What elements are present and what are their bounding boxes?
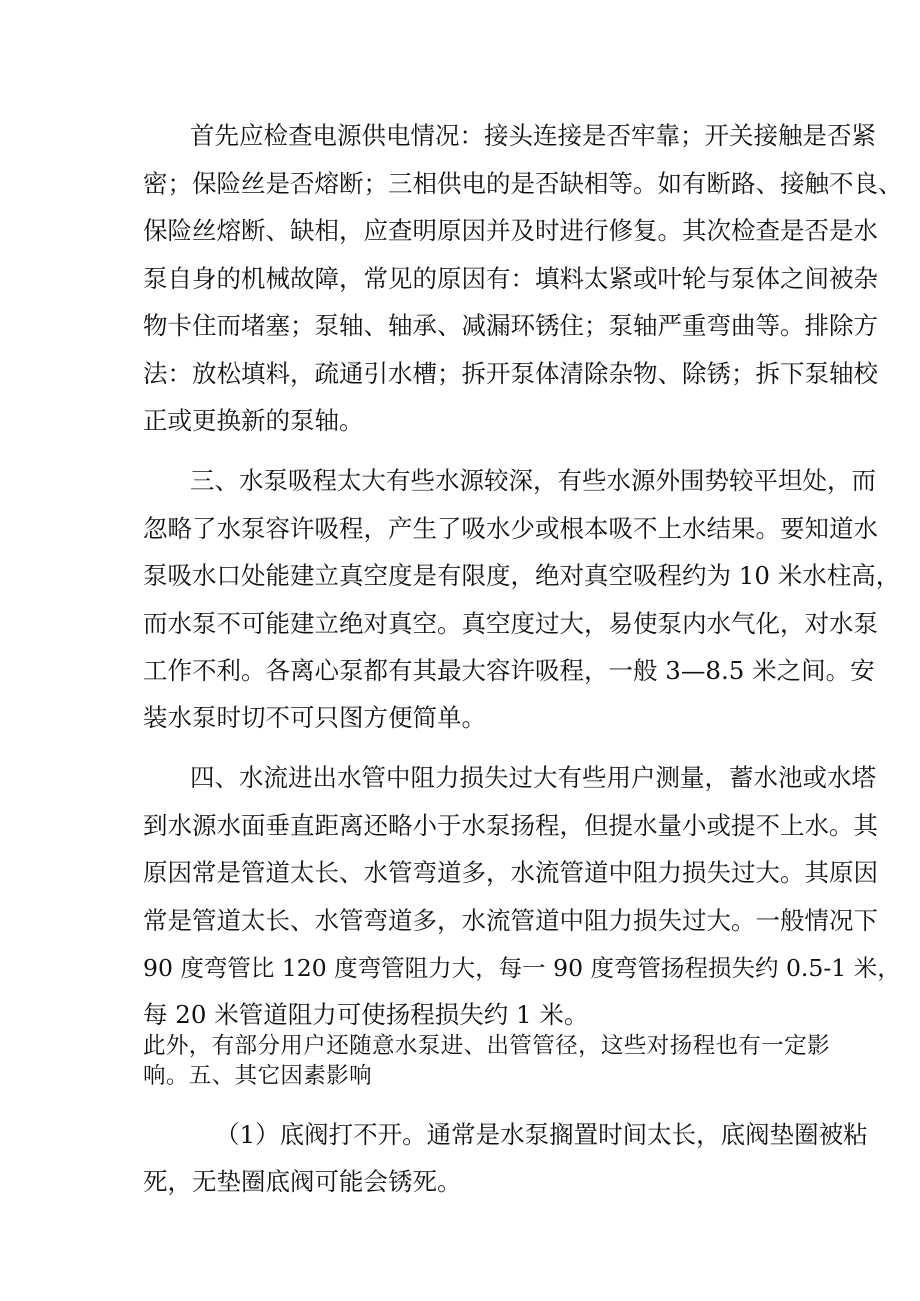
- paragraph-3-line-2: 到水源水面垂直距离还略小于水泵扬程，但提水量小或提不上水。其: [143, 811, 878, 840]
- paragraph-2-line-3: 泵吸水口处能建立真空度是有限度，绝对真空吸程约为 10 米水柱高，: [143, 561, 901, 590]
- paragraph-4-line-1: 此外，有部分用户还随意水泵进、出管管径，这些对扬程也有一定影: [143, 1033, 831, 1059]
- paragraph-2-line-5: 工作不利。各离心泵都有其最大容许吸程，一般 3—8.5 米之间。安: [143, 656, 875, 685]
- paragraph-1-line-3: 保险丝熔断、缺相，应查明原因并及时进行修复。其次检查是否是水: [143, 216, 878, 245]
- paragraph-1-line-5: 物卡住而堵塞；泵轴、轴承、减漏环锈住；泵轴严重弯曲等。排除方: [143, 311, 878, 340]
- paragraph-2-line-2: 忽略了水泵容许吸程，产生了吸水少或根本吸不上水结果。要知道水: [143, 514, 878, 543]
- paragraph-5-line-1: （1）底阀打不开。通常是水泵搁置时间太长，底阀垫圈被粘: [215, 1120, 868, 1149]
- paragraph-2-line-6: 装水泵时切不可只图方便简单。: [143, 703, 486, 732]
- paragraph-4-line-2: 响。五、其它因素影响: [143, 1063, 373, 1089]
- paragraph-1-line-2: 密；保险丝是否熔断；三相供电的是否缺相等。如有断路、接触不良、: [143, 169, 903, 198]
- paragraph-3-line-4: 常是管道太长、水管弯道多，水流管道中阻力损失过大。一般情况下: [143, 906, 878, 935]
- paragraph-3-line-6: 每 20 米管道阻力可使扬程损失约 1 米。: [143, 1000, 589, 1029]
- paragraph-2-line-4: 而水泵不可能建立绝对真空。真空度过大，易使泵内水气化，对水泵: [143, 609, 878, 638]
- paragraph-1-line-7: 正或更换新的泵轴。: [143, 406, 364, 435]
- paragraph-5-line-2: 死，无垫圈底阀可能会锈死。: [143, 1167, 462, 1196]
- paragraph-3-line-1: 四、水流进出水管中阻力损失过大有些用户测量，蓄水池或水塔: [190, 763, 876, 792]
- paragraph-2-line-1: 三、水泵吸程太大有些水源较深，有些水源外围势较平坦处，而: [190, 466, 876, 495]
- paragraph-1-line-6: 法：放松填料，疏通引水槽；拆开泵体清除杂物、除锈；拆下泵轴校: [143, 359, 878, 388]
- paragraph-1-line-1: 首先应检查电源供电情况：接头连接是否牢靠；开关接触是否紧: [190, 121, 876, 150]
- paragraph-1-line-4: 泵自身的机械故障，常见的原因有：填料太紧或叶轮与泵体之间被杂: [143, 264, 878, 293]
- paragraph-3-line-5: 90 度弯管比 120 度弯管阻力大，每一 90 度弯管扬程损失约 0.5-1 米，: [143, 954, 901, 982]
- paragraph-3-line-3: 原因常是管道太长、水管弯道多，水流管道中阻力损失过大。其原因: [143, 858, 878, 887]
